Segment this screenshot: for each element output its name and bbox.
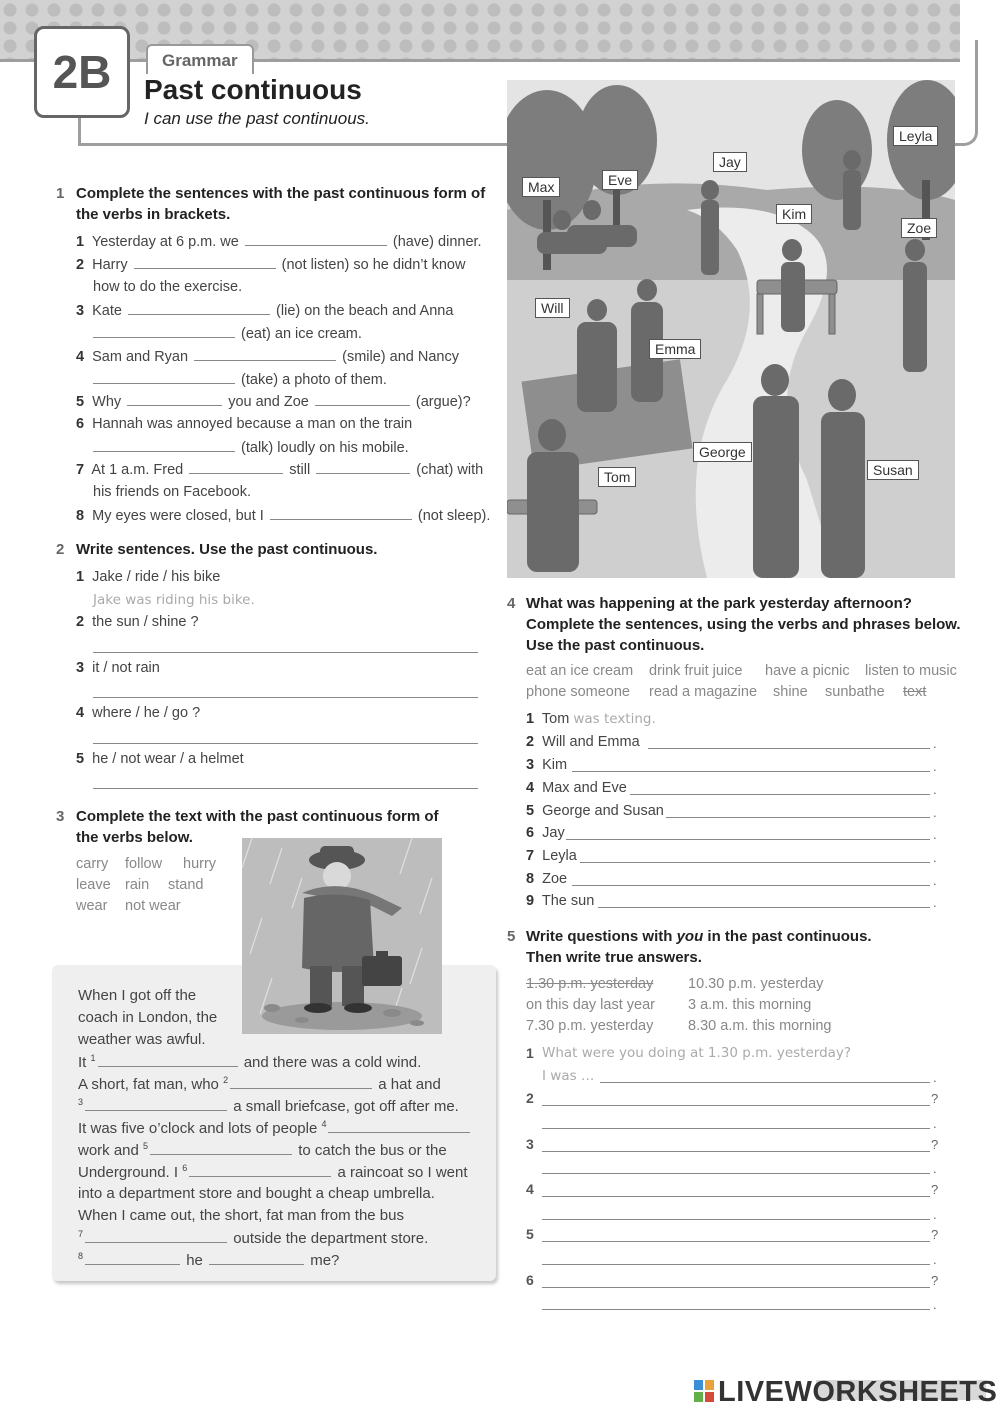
ex3-instruction: Complete the text with the past continuous form of (76, 808, 439, 825)
ex1-blank-5a[interactable] (127, 393, 222, 406)
ex4-item-2: 2 Will and Emma (526, 734, 640, 750)
ex1-item-5: 5 Why you and Zoe (argue)? (76, 394, 471, 410)
ex2-item-4: 4 where / he / go ? (76, 705, 201, 721)
page-title: Past continuous (144, 74, 362, 105)
park-label-eve: Eve (602, 170, 638, 190)
ex4-phrase-used: text (903, 684, 927, 700)
ex1-blank-3b[interactable] (93, 325, 235, 338)
ex1-blank-7b[interactable] (316, 461, 410, 474)
ex4-instruction-3: Use the past continuous. (526, 637, 705, 654)
ex1-item-3: 3 Kate (lie) on the beach and Anna (76, 303, 454, 319)
ex1-item-2-cont: how to do the exercise. (93, 279, 243, 295)
ex1-instruction-2: the verbs in brackets. (76, 206, 231, 223)
ex2-answer-line-3[interactable] (93, 697, 478, 698)
ex5-answer-line[interactable] (542, 1264, 930, 1265)
ex1-item-1: 1 Yesterday at 6 p.m. we (have) dinner. (76, 234, 482, 250)
ex4-item-1: 1 Tom was texting. (526, 711, 656, 727)
ex4-period: . (933, 736, 937, 751)
ex4-item-6: 6 Jay (526, 825, 565, 841)
ex3-text-line: $^3$ a small briefcase, got off after me. (78, 1097, 459, 1115)
park-label-susan: Susan (867, 460, 919, 480)
ex3-blank-3[interactable] (85, 1098, 227, 1111)
ex2-answer-line-5[interactable] (93, 788, 478, 789)
liveworksheets-logo-icon (694, 1380, 714, 1402)
ex3-text-line: When I got off the (78, 987, 197, 1004)
ex3-text-line: work and $^5$ to catch the bus or the (78, 1141, 447, 1159)
ex5-question-line[interactable] (542, 1196, 930, 1197)
ex5-qmark: ? (931, 1227, 939, 1242)
ex3-text-line: Underground. I $^6$ a raincoat so I went (78, 1163, 468, 1181)
park-label-jay: Jay (713, 152, 747, 172)
ex5-period: . (933, 1161, 937, 1176)
ex4-answer-line[interactable] (630, 794, 930, 795)
ex3-word-stand: stand (168, 877, 204, 893)
ex5-qmark: ? (931, 1273, 939, 1288)
ex3-blank-8b[interactable] (209, 1252, 304, 1265)
ex3-blank-1[interactable] (98, 1054, 238, 1067)
ex3-word-rain: rain (125, 877, 150, 893)
ex2-number: 2 (56, 541, 65, 558)
ex4-instruction: What was happening at the park yesterday afternoon? (526, 595, 912, 612)
ex4-phrase: drink fruit juice (649, 663, 743, 679)
ex4-phrase: read a magazine (649, 684, 758, 700)
ex5-period: . (933, 1207, 937, 1222)
ex4-period: . (933, 782, 937, 797)
ex1-blank-5b[interactable] (315, 393, 410, 406)
ex5-question-line[interactable] (542, 1287, 930, 1288)
ex4-item-5: 5 George and Susan (526, 803, 664, 819)
ex4-period: . (933, 895, 937, 910)
ex3-word-leave: leave (76, 877, 111, 893)
ex4-phrase: shine (773, 684, 808, 700)
ex1-item-4: 4 Sam and Ryan (smile) and Nancy (76, 349, 459, 365)
ex5-question-line[interactable] (542, 1151, 930, 1152)
park-label-zoe: Zoe (901, 218, 937, 238)
ex1-item-7: 7 At 1 a.m. Fred still (chat) with (76, 462, 484, 478)
ex5-answer-line[interactable] (542, 1309, 930, 1310)
ex3-blank-5[interactable] (150, 1142, 292, 1155)
ex5-answer-line[interactable] (542, 1128, 930, 1129)
section-tab: Grammar (146, 44, 254, 74)
ex4-period: . (933, 805, 937, 820)
ex2-item-2: 2 the sun / shine ? (76, 614, 199, 630)
ex5-period: . (933, 1070, 937, 1085)
ex5-answer-line[interactable] (542, 1173, 930, 1174)
ex1-item-4-cont: (take) a photo of them. (93, 371, 387, 388)
ex3-word-hurry: hurry (183, 856, 217, 872)
ex4-phrase: phone someone (526, 684, 630, 700)
ex3-text-line: When I came out, the short, fat man from the bus (78, 1207, 404, 1224)
ex3-text-line: into a department store and bought a cheap umbrella. (78, 1185, 435, 1202)
ex4-answer-line[interactable] (648, 748, 930, 749)
ex1-instruction: Complete the sentences with the past continuous form of (76, 185, 486, 202)
ex5-period: . (933, 1252, 937, 1267)
ex3-word-wear: wear (76, 898, 108, 914)
ex1-blank-6[interactable] (93, 439, 235, 452)
ex4-period: . (933, 827, 937, 842)
ex3-word-not-wear: not wear (125, 898, 181, 914)
ex5-item-number: 5 (526, 1226, 534, 1242)
ex2-item-1: 1 Jake / ride / his bike (76, 569, 221, 585)
ex4-answer-line[interactable] (666, 817, 930, 818)
ex1-item-3-cont: (eat) an ice cream. (93, 325, 362, 342)
ex4-item-7: 7 Leyla (526, 848, 577, 864)
ex5-qmark: ? (931, 1137, 939, 1152)
ex3-text-line: $^7$ outside the department store. (78, 1229, 429, 1247)
ex4-instruction-2: Complete the sentences, using the verbs and phrases below. (526, 616, 961, 633)
ex5-item-number: 2 (526, 1090, 534, 1106)
ex1-blank-3a[interactable] (128, 302, 270, 315)
ex4-period: . (933, 850, 937, 865)
ex1-blank-1[interactable] (245, 233, 387, 246)
ex5-item-number: 3 (526, 1136, 534, 1152)
ex2-instruction: Write sentences. Use the past continuous. (76, 541, 378, 558)
ex4-period: . (933, 759, 937, 774)
ex5-time: 3 a.m. this morning (688, 997, 812, 1013)
ex5-example-answer: I was … (542, 1068, 595, 1084)
park-label-max: Max (522, 177, 560, 197)
ex4-answer-line[interactable] (566, 839, 930, 840)
ex5-time: 8.30 a.m. this morning (688, 1018, 832, 1034)
ex1-blank-4a[interactable] (194, 348, 336, 361)
ex4-item-8: 8 Zoe (526, 871, 568, 887)
park-label-george: George (693, 442, 752, 462)
ex3-text-line: $^8$ he me? (78, 1251, 340, 1269)
ex2-example-answer: Jake was riding his bike. (93, 592, 255, 608)
page-subtitle: I can use the past continuous. (144, 109, 370, 128)
ex2-item-5: 5 he / not wear / a helmet (76, 751, 244, 767)
park-label-kim: Kim (776, 204, 812, 224)
ex3-text-line: coach in London, the (78, 1009, 218, 1026)
ex2-answer-line-4[interactable] (93, 743, 478, 744)
rainy-man-illustration (242, 838, 442, 1034)
ex4-item-9: 9 The sun (526, 893, 595, 909)
ex3-instruction-2: the verbs below. (76, 829, 193, 846)
ex3-text-line: It $^1$ and there was a cold wind. (78, 1053, 422, 1071)
park-label-emma: Emma (649, 339, 701, 359)
ex4-answer-line[interactable] (598, 907, 930, 908)
ex5-instruction-2: Then write true answers. (526, 949, 702, 966)
ex5-answer-line[interactable] (542, 1219, 930, 1220)
ex5-item-number: 1 (526, 1045, 534, 1061)
ex3-number: 3 (56, 808, 65, 825)
ex1-item-6-cont: (talk) loudly on his mobile. (93, 439, 409, 456)
ex1-item-6: 6 Hannah was annoyed because a man on the train (76, 416, 413, 432)
ex4-number: 4 (507, 595, 516, 612)
ex3-text-line: weather was awful. (78, 1031, 206, 1048)
ex4-phrase: eat an ice cream (526, 663, 634, 679)
header-frame-left (78, 118, 81, 146)
ex5-number: 5 (507, 928, 516, 945)
ex5-item-number: 6 (526, 1272, 534, 1288)
ex3-blank-4[interactable] (328, 1120, 470, 1133)
park-label-tom: Tom (598, 467, 636, 487)
ex4-item-3: 3 Kim (526, 757, 568, 773)
ex2-answer-line-2[interactable] (93, 652, 478, 653)
unit-badge: 2B (34, 26, 130, 118)
ex3-word-follow: follow (125, 856, 163, 872)
ex5-example-question: What were you doing at 1.30 p.m. yesterday? (542, 1045, 852, 1061)
ex4-item-4: 4 Max and Eve (526, 780, 627, 796)
ex3-text-line: A short, fat man, who $^2$ a hat and (78, 1075, 441, 1093)
ex4-answer-line[interactable] (580, 862, 930, 863)
ex4-phrase: have a picnic (765, 663, 850, 679)
ex1-item-2: 2 Harry (not listen) so he didn’t know (76, 257, 466, 273)
ex5-question-line[interactable] (542, 1105, 930, 1106)
ex3-blank-6[interactable] (189, 1164, 331, 1177)
ex4-phrase: sunbathe (825, 684, 885, 700)
ex1-number: 1 (56, 185, 65, 202)
ex5-time: on this day last year (526, 997, 655, 1013)
ex1-blank-8[interactable] (270, 507, 412, 520)
ex3-blank-8a[interactable] (85, 1252, 180, 1265)
ex5-time: 7.30 p.m. yesterday (526, 1018, 654, 1034)
ex5-time-used: 1.30 p.m. yesterday (526, 976, 654, 992)
ex3-blank-7[interactable] (85, 1230, 227, 1243)
ex3-blank-2[interactable] (230, 1076, 372, 1089)
park-label-will: Will (535, 298, 570, 318)
park-label-leyla: Leyla (893, 126, 938, 146)
ex3-text-line: It was five o’clock and lots of people $^4$ (78, 1119, 472, 1137)
ex4-period: . (933, 873, 937, 888)
ex1-blank-7a[interactable] (189, 461, 283, 474)
ex5-item-number: 4 (526, 1181, 534, 1197)
ex4-answer-line[interactable] (572, 885, 930, 886)
ex1-item-8: 8 My eyes were closed, but I (not sleep). (76, 508, 491, 524)
liveworksheets-logo[interactable]: LIVEWORKSHEETS (718, 1376, 998, 1408)
ex5-qmark: ? (931, 1091, 939, 1106)
ex5-question-line[interactable] (542, 1241, 930, 1242)
rain-picture-svg (242, 838, 442, 1034)
ex2-item-3: 3 it / not rain (76, 660, 160, 676)
ex5-answer-line[interactable] (600, 1082, 930, 1083)
ex5-qmark: ? (931, 1182, 939, 1197)
ex5-instruction: Write questions with you in the past continuous. (526, 928, 872, 945)
ex5-time: 10.30 p.m. yesterday (688, 976, 824, 992)
ex5-period: . (933, 1116, 937, 1131)
ex1-blank-4b[interactable] (93, 371, 235, 384)
ex1-blank-2[interactable] (134, 256, 276, 269)
ex4-phrase: listen to music (865, 663, 957, 679)
ex1-item-7-cont: his friends on Facebook. (93, 484, 251, 500)
ex3-word-carry: carry (76, 856, 109, 872)
ex5-period: . (933, 1297, 937, 1312)
ex4-answer-line[interactable] (572, 771, 930, 772)
